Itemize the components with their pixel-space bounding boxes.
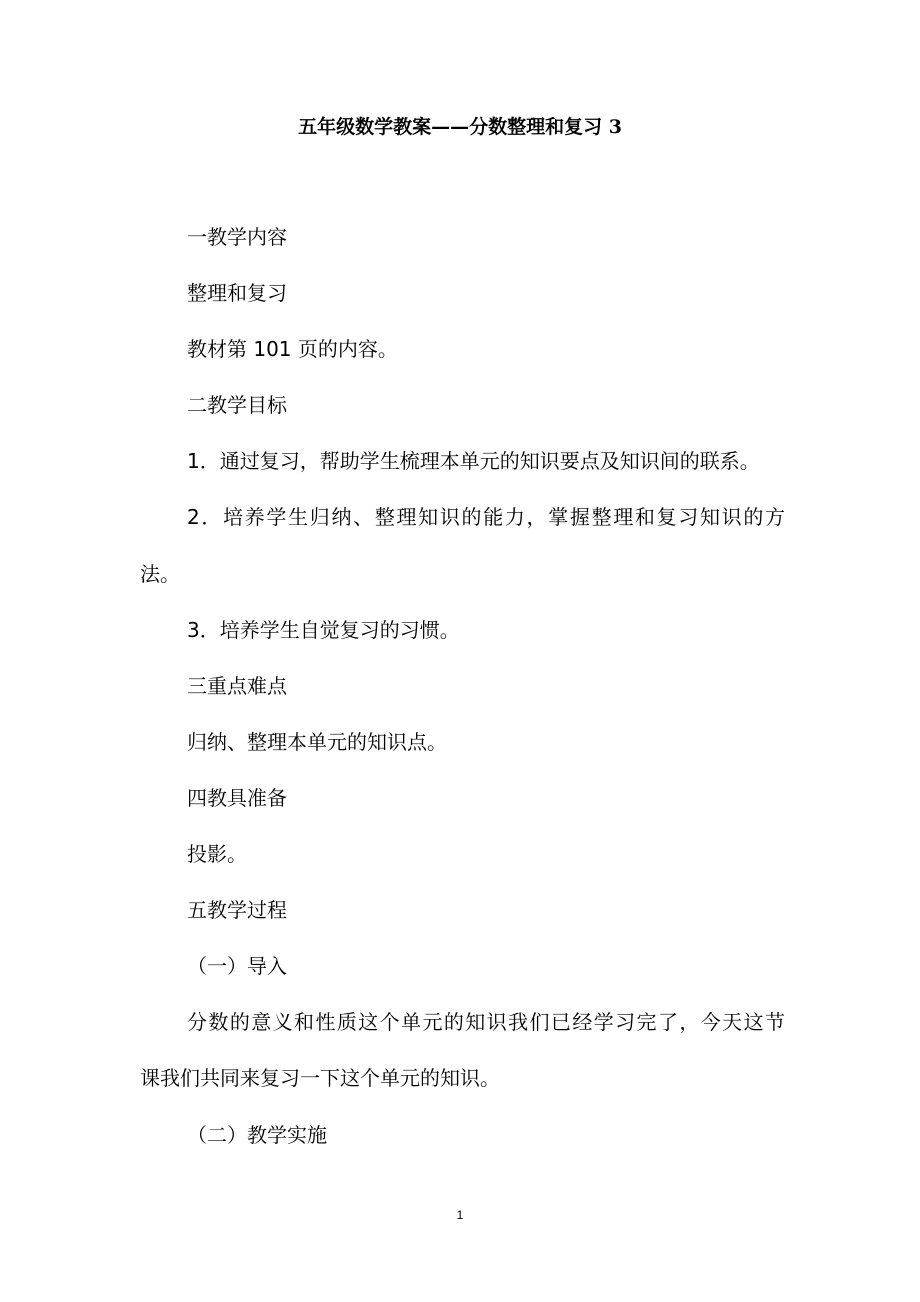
list-item: 3．培养学生自觉复习的习惯。 <box>187 617 460 642</box>
paragraph-line: 分数的意义和性质这个单元的知识我们已经学习完了，今天这节 <box>187 1010 785 1035</box>
section-heading: 三重点难点 <box>187 673 287 698</box>
list-item-continuation: 法。 <box>140 561 180 586</box>
paragraph-line: 整理和复习 <box>187 281 287 306</box>
section-heading: 五教学过程 <box>187 898 287 923</box>
subsection-heading: （一）导入 <box>187 954 287 979</box>
section-heading: 四教具准备 <box>187 785 287 810</box>
list-item: 1．通过复习，帮助学生梳理本单元的知识要点及知识间的联系。 <box>187 449 760 474</box>
paragraph-line: 投影。 <box>187 842 247 867</box>
page-number: 1 <box>456 1208 464 1222</box>
section-heading: 一教学内容 <box>187 225 287 249</box>
document-title: 五年级数学教案——分数整理和复习 3 <box>298 116 622 138</box>
paragraph-line: 教材第 101 页的内容。 <box>187 337 398 362</box>
paragraph-line: 课我们共同来复习一下这个单元的知识。 <box>140 1066 500 1091</box>
list-item: 2．培养学生归纳、整理知识的能力，掌握整理和复习知识的方 <box>187 505 785 530</box>
section-heading: 二教学目标 <box>187 393 287 418</box>
subsection-heading: （二）教学实施 <box>187 1122 327 1147</box>
document-body <box>140 209 785 1163</box>
paragraph-line: 归纳、整理本单元的知识点。 <box>187 729 447 754</box>
